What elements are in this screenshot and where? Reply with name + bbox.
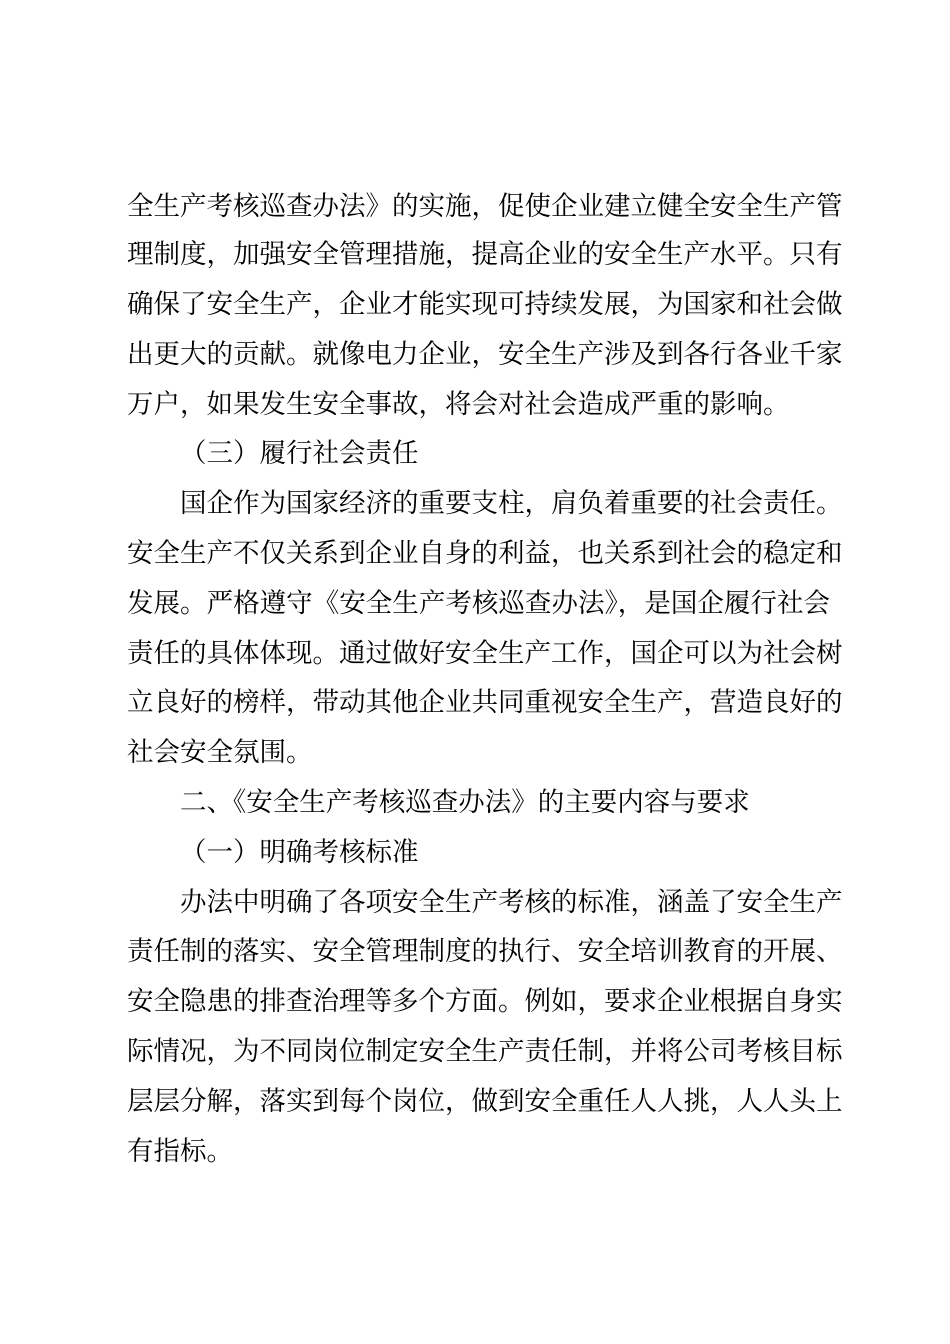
body-text-line: 安全生产不仅关系到企业自身的利益，也关系到社会的稳定和 — [127, 538, 843, 569]
body-text-line: 发展。严格遵守《安全生产考核巡查办法》，是国企履行社会 — [127, 588, 830, 619]
body-text-line: 确保了安全生产，企业才能实现可持续发展，为国家和社会做 — [127, 289, 843, 320]
body-text-line: 出更大的贡献。就像电力企业，安全生产涉及到各行各业千家 — [127, 339, 843, 370]
body-text-line: 际情况，为不同岗位制定安全生产责任制，并将公司考核目标 — [127, 1036, 843, 1067]
paragraph-first-line: 国企作为国家经济的重要支柱，肩负着重要的社会责任。 — [180, 488, 843, 519]
body-text-line: 责任制的落实、安全管理制度的执行、安全培训教育的开展、 — [127, 936, 843, 967]
body-text-line: 责任的具体体现。通过做好安全生产工作，国企可以为社会树 — [127, 638, 843, 669]
body-text-line: 有指标。 — [127, 1136, 233, 1167]
body-text-line: 层层分解，落实到每个岗位，做到安全重任人人挑，人人头上 — [127, 1086, 843, 1117]
section-heading: （一）明确考核标准 — [180, 837, 419, 868]
body-text-line: 全生产考核巡查办法》的实施，促使企业建立健全安全生产管 — [127, 191, 843, 222]
body-text-line: 社会安全氛围。 — [127, 737, 313, 768]
paragraph-first-line: 办法中明确了各项安全生产考核的标准，涵盖了安全生产 — [180, 887, 843, 918]
body-text-line: 安全隐患的排查治理等多个方面。例如，要求企业根据自身实 — [127, 986, 843, 1017]
chapter-heading: 二、《安全生产考核巡查办法》的主要内容与要求 — [180, 787, 750, 818]
section-heading: （三）履行社会责任 — [180, 438, 419, 469]
body-text-line: 万户，如果发生安全事故，将会对社会造成严重的影响。 — [127, 389, 790, 420]
body-text-line: 理制度，加强安全管理措施，提高企业的安全生产水平。只有 — [127, 239, 843, 270]
body-text-line: 立良好的榜样，带动其他企业共同重视安全生产，营造良好的 — [127, 687, 843, 718]
